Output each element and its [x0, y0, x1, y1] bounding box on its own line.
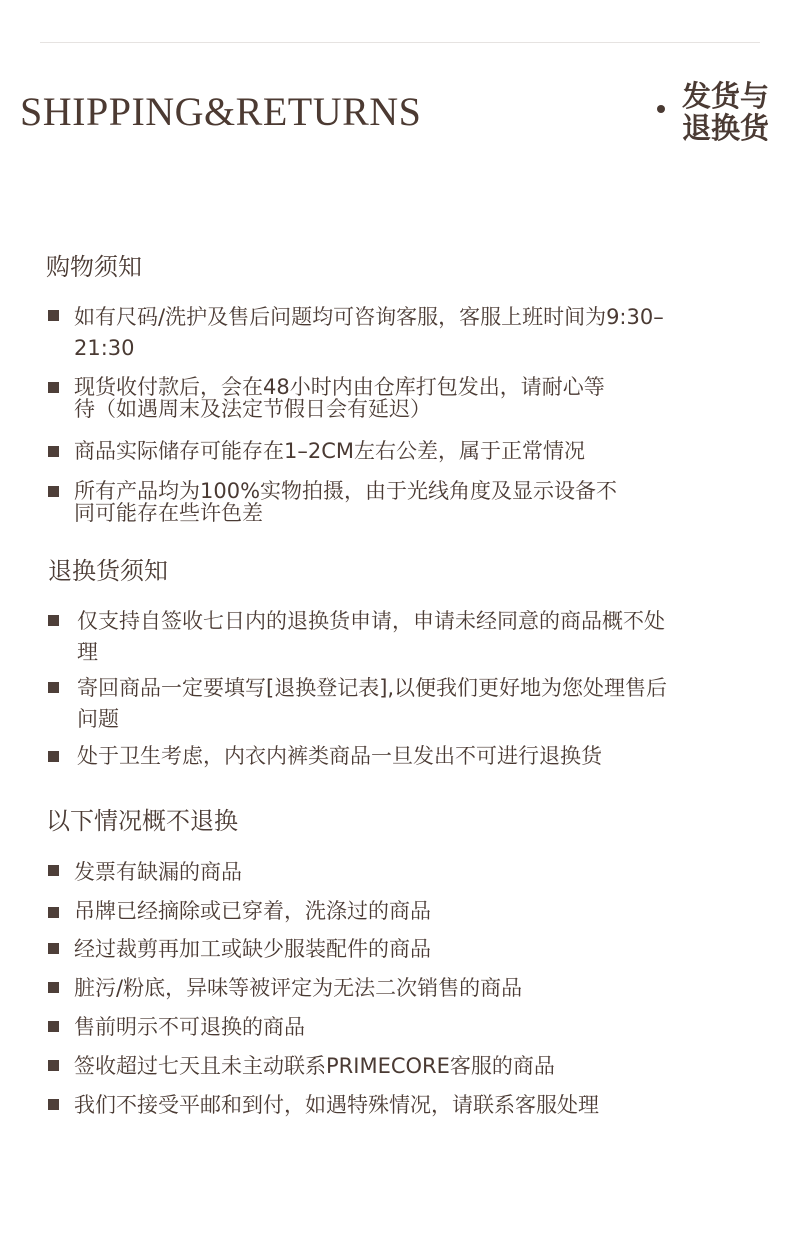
square-bullet-icon [48, 943, 59, 954]
list-item-text: 仅支持自签收七日内的退换货申请，申请未经同意的商品概不处理 [77, 609, 665, 664]
list-item-text: 我们不接受平邮和到付，如遇特殊情况，请联系客服处理 [74, 1093, 599, 1117]
square-bullet-icon [48, 865, 59, 876]
list-item-text: 签收超过七天且未主动联系PRIMECORE客服的商品 [74, 1054, 555, 1078]
list-item-text: 售前明示不可退换的商品 [74, 1015, 305, 1039]
list-item-text: 所有产品均为100%实物拍摄，由于光线角度及显示设备不同可能存在些许色差 [74, 479, 618, 525]
square-bullet-icon [48, 615, 59, 626]
list-item [48, 936, 688, 964]
section-title-return-notice: 退换货须知 [48, 557, 168, 585]
header-title-cn [682, 80, 782, 144]
list-item-text: 经过裁剪再加工或缺少服装配件的商品 [74, 937, 431, 961]
list-item [48, 673, 688, 737]
list-item-text: 脏污/粉底，异味等被评定为无法二次销售的商品 [74, 976, 523, 1000]
list-item [48, 302, 688, 366]
square-bullet-icon [48, 682, 59, 693]
square-bullet-icon [48, 446, 59, 457]
list-item [48, 1092, 688, 1120]
section-title-shopping-notice: 购物须知 [46, 253, 142, 281]
list-item [48, 480, 688, 526]
list-item-text: 商品实际储存可能存在1–2CM左右公差，属于正常情况 [74, 439, 586, 463]
section-title-non-returnable: 以下情况概不退换 [46, 807, 238, 835]
square-bullet-icon [48, 1060, 59, 1071]
header-title-cn-line2: 退换货 [682, 111, 770, 145]
list-item [48, 975, 688, 1003]
square-bullet-icon [48, 1021, 59, 1032]
list-item [48, 743, 688, 771]
list-item [48, 606, 688, 670]
list-item [48, 376, 688, 422]
header-title-cn-line1: 发货与 [682, 79, 770, 113]
list-item-text: 现货收付款后，会在48小时内由仓库打包发出，请耐心等待（如遇周末及法定节假日会有延迟） [74, 375, 605, 421]
list-item-text: 处于卫生考虑，内衣内裤类商品一旦发出不可进行退换货 [77, 744, 602, 768]
list-item [48, 438, 688, 466]
list-item-text: 发票有缺漏的商品 [74, 860, 242, 884]
list-item [48, 1053, 688, 1081]
list-item-text: 如有尺码/洗护及售后问题均可咨询客服，客服上班时间为9:30–21:30 [74, 305, 664, 360]
square-bullet-icon [48, 982, 59, 993]
list-item [48, 1014, 688, 1042]
square-bullet-icon [48, 382, 59, 393]
list-item-text: 寄回商品一定要填写[退换登记表],以便我们更好地为您处理售后问题 [77, 676, 668, 731]
top-divider [40, 42, 760, 43]
square-bullet-icon [48, 310, 59, 321]
square-bullet-icon [48, 751, 59, 762]
square-bullet-icon [48, 907, 59, 918]
square-bullet-icon [48, 1099, 59, 1110]
list-item-text: 吊牌已经摘除或已穿着，洗涤过的商品 [74, 899, 431, 923]
bullet-dot-icon [657, 105, 665, 113]
square-bullet-icon [48, 486, 59, 497]
list-item [48, 898, 688, 926]
list-item [48, 859, 688, 887]
header-title-en: SHIPPING&RETURNS [20, 89, 422, 134]
